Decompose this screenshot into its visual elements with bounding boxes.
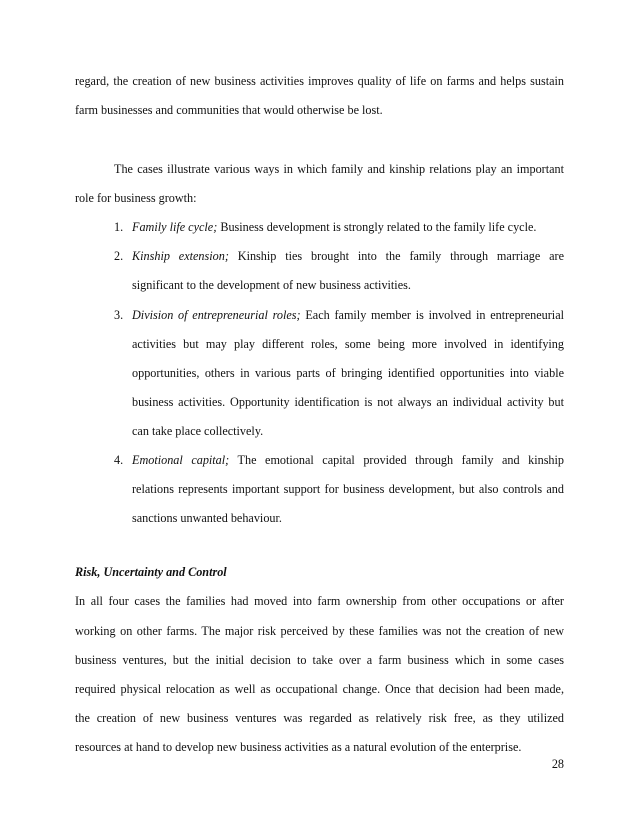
paragraph-line: role for business growth:: [75, 191, 197, 205]
list-item-term: Family life cycle;: [132, 220, 218, 234]
paragraph-line: farm businesses and communities that would otherwise be lost.: [75, 103, 383, 117]
page-number: 28: [551, 757, 564, 771]
list-item-line: can take place collectively.: [132, 424, 264, 438]
list-item-line: significant to the development of new business activities.: [132, 278, 411, 292]
list-item-line: sanctions unwanted behaviour.: [132, 511, 282, 525]
list-item-text: Business development is strongly related to the family life cycle.: [217, 220, 537, 234]
list-item-number: 3.: [114, 308, 124, 322]
paragraph-line: the creation of new business ventures was regarded as relatively risk free, as they utilized: [75, 711, 564, 725]
section-heading: Risk, Uncertainty and Control: [75, 565, 227, 579]
paragraph-line: In all four cases the families had moved into farm ownership from other occupations or after: [75, 594, 564, 608]
list-item-line: opportunities, others in various parts of bringing identified opportunities into viable: [132, 366, 564, 380]
list-item-term: Kinship extension;: [132, 249, 229, 263]
list-item-term: Emotional capital;: [132, 453, 230, 467]
paragraph-line: business ventures, but the initial decision to take over a farm business which in some cases: [75, 653, 564, 667]
list-item: [132, 308, 564, 322]
paragraph-line: required physical relocation as well as occupational change. Once that decision had been made,: [75, 682, 564, 696]
list-item-term: Division of entrepreneurial roles;: [132, 308, 301, 322]
list-item-line: business activities. Opportunity identification is not always an individual activity but: [132, 395, 564, 409]
list-item-number: 1.: [114, 220, 124, 234]
paragraph-line: The cases illustrate various ways in which family and kinship relations play an important: [114, 162, 564, 176]
list-item-text: Kinship ties brought into the family through marriage are: [228, 249, 564, 263]
list-item: [132, 453, 564, 467]
paragraph-line: resources at hand to develop new business activities as a natural evolution of the enterprise.: [75, 740, 522, 754]
list-item: [132, 220, 564, 234]
paragraph-line: working on other farms. The major risk perceived by these families was not the creation of new: [75, 624, 564, 638]
list-item-text: The emotional capital provided through family and kinship: [229, 453, 565, 467]
paragraph-line: regard, the creation of new business activities improves quality of life on farms and helps sustain: [75, 74, 564, 88]
list-item-number: 4.: [114, 453, 124, 467]
list-item: [132, 249, 564, 263]
list-item-line: activities but may play different roles, some being more involved in identifying: [132, 337, 564, 351]
list-item-line: relations represents important support for business development, but also controls and: [132, 482, 564, 496]
list-item-number: 2.: [114, 249, 124, 263]
list-item-text: Each family member is involved in entrepreneurial: [300, 308, 564, 322]
